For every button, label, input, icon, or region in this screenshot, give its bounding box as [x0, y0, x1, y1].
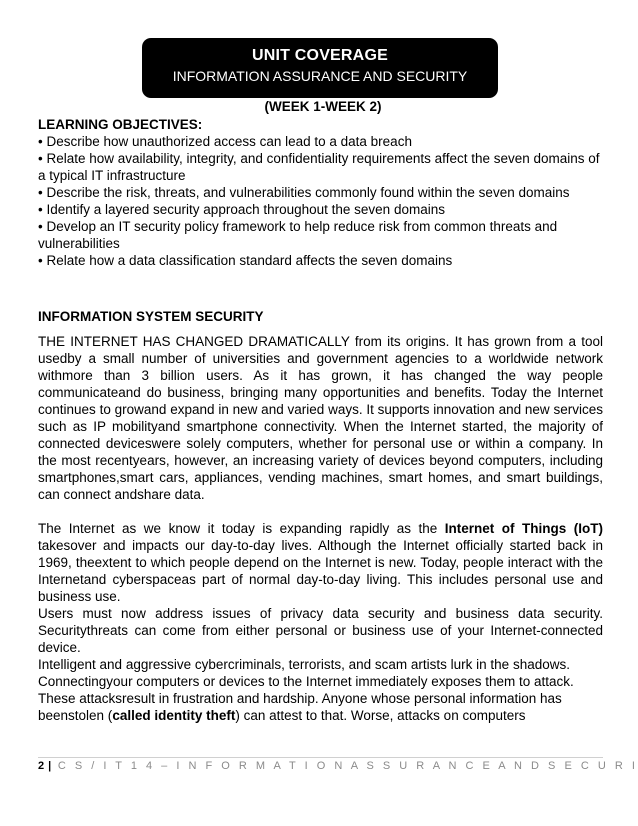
- identity-text-end: ) can attest to that. Worse, attacks on computers: [235, 708, 526, 723]
- paragraph-gap: [38, 503, 603, 520]
- objective-item: • Describe the risk, threats, and vulnerabilities commonly found within the seven domains: [38, 185, 570, 200]
- identity-text-start: These attacksresult in frustration and hardship. Anyone whose personal information has beenstolen (: [38, 691, 562, 723]
- page-footer: [38, 760, 638, 772]
- paragraph-internet-changed: THE INTERNET HAS CHANGED DRAMATICALLY from its origins. It has grown from a tool usedby a small number of universities and government agencies to a worldwide network withmore than 3 billion users. As it has grown, it has changed the way people communicateand do business, bringing many opportunities and benefits. Today the Internet continues to growand expand in new and varied ways. It supports innovation and new services such as IP mobilityand smartphone connectivity. When the Internet started, the majority of connected deviceswere solely computers, whether for personal use or within a company. In the most recentyears, however, an increasing variety of devices beyond computers, including smartphones,smart cars, appliances, vending machines, smart homes, and smart buildings, can connect andshare data.: [38, 334, 603, 502]
- objective-item: • Relate how availability, integrity, and confidentiality requirements affect the seven domains of a typical IT infrastructure: [38, 151, 600, 183]
- paragraph-identity-theft: [38, 690, 603, 724]
- paragraph-privacy: Users must now address issues of privacy data security and business data security. Securitythreats can come from either personal or business use of your Internet-connected device.: [38, 606, 603, 655]
- iot-text-end: takesover and impacts our day-to-day lives. Although the Internet officially started back in 1969, theextent to which people depend on the Internet is new. Today, people interact with the Internetand cyberspaceas part of normal day-to-day living. This includes personal use and business use.: [38, 538, 603, 604]
- banner-title: UNIT COVERAGE: [252, 47, 388, 64]
- objective-item: • Identify a layered security approach throughout the seven domains: [38, 202, 445, 217]
- information-system-security-section: [38, 308, 603, 724]
- learning-objectives: [38, 116, 603, 269]
- identity-theft-term: called identity theft: [112, 708, 236, 723]
- unit-coverage-banner: [142, 38, 498, 98]
- objectives-heading: LEARNING OBJECTIVES:: [38, 117, 203, 132]
- iot-term: Internet of Things (IoT): [444, 521, 603, 536]
- objective-item: • Relate how a data classification standard affects the seven domains: [38, 253, 453, 268]
- objectives-list: [38, 133, 603, 269]
- objective-item: • Describe how unauthorized access can lead to a data breach: [38, 134, 412, 149]
- section-heading: INFORMATION SYSTEM SECURITY: [38, 309, 264, 324]
- iot-text-start: The Internet as we know it today is expanding rapidly as the: [38, 521, 445, 536]
- banner-subtitle: INFORMATION ASSURANCE AND SECURITY: [172, 68, 468, 84]
- paragraph-iot: [38, 520, 603, 605]
- footer-divider: [38, 757, 603, 758]
- objective-item: • Develop an IT security policy framework to help reduce risk from common threats and vulnerabilities: [38, 219, 558, 251]
- paragraph-cybercriminals: Intelligent and aggressive cybercriminals, terrorists, and scam artists lurk in the shadows.: [38, 657, 570, 672]
- footer-course-text: C S / I T 1 4 – I N F O R M A T I O N A S S U R A N C E A N D S E C U R I: [51, 760, 638, 772]
- paragraph-exposure: Connectingyour computers or devices to the Internet immediately exposes them to attack.: [38, 674, 574, 689]
- week-range: (WEEK 1-WEEK 2): [264, 99, 382, 114]
- page-number: 2 |: [38, 760, 52, 772]
